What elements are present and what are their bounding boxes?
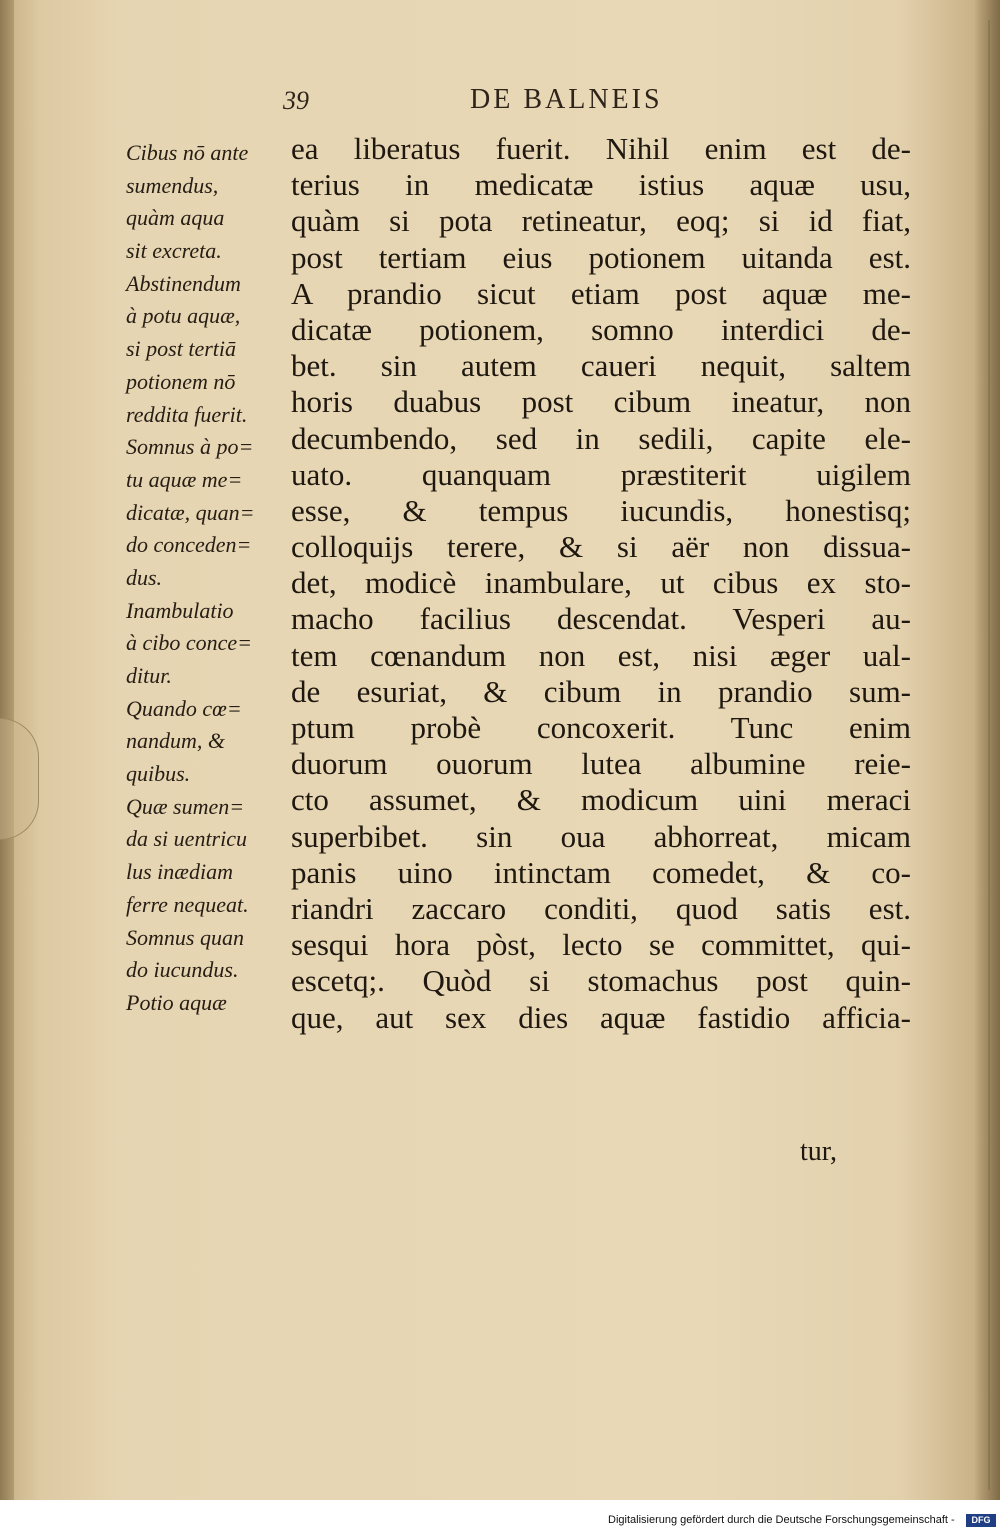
text-line: ea liberatus fuerit. Nihil enim est de-: [291, 131, 911, 166]
text-line: quàm si pota retineatur, eoq; si id fiat,: [291, 203, 911, 239]
margin-note: sumendus,: [126, 172, 219, 198]
text-line: macho facilius descendat. Vesperi au-: [291, 601, 911, 637]
margin-note: do iucundus.: [126, 957, 239, 983]
text-line: tem cœnandum non est, nisi æger ual-: [291, 637, 911, 673]
text-line: riandri zaccaro conditi, quod satis est.: [291, 890, 911, 926]
margin-note: potionem nō: [126, 368, 236, 394]
text-line: esse, & tempus iucundis, honestisq;: [291, 492, 911, 528]
catchword: tur,: [800, 1136, 837, 1167]
margin-note: nandum, &: [126, 728, 225, 754]
text-line: post tertiam eius potionem uitanda est.: [291, 239, 911, 275]
text-line: det, modicè inambulare, ut cibus ex sto-: [291, 565, 911, 601]
margin-note: quàm aqua: [126, 205, 225, 231]
margin-note: si post tertiā: [126, 336, 237, 362]
dfg-logo: DFG: [966, 1514, 996, 1527]
page-edge: [974, 0, 1000, 1500]
margin-note: Quæ sumen=: [126, 793, 245, 819]
margin-note: ferre nequeat.: [126, 891, 249, 917]
page-number: 39: [283, 86, 309, 115]
margin-note: sit excreta.: [126, 238, 222, 264]
text-line: escetq;. Quòd si stomachus post quin-: [291, 963, 911, 999]
margin-note: quibus.: [126, 761, 191, 787]
text-line: uato. quanquam præstiterit uigilem: [291, 456, 911, 492]
page-edge-line: [988, 20, 990, 1490]
text-line: panis uino intinctam comedet, & co-: [291, 854, 911, 890]
margin-note: do conceden=: [126, 532, 252, 558]
text-line: cto assumet, & modicum uini meraci: [291, 782, 911, 818]
margin-note: Somnus à po=: [126, 434, 254, 460]
margin-note: Quando cœ=: [126, 695, 242, 721]
margin-note: Inambulatio: [126, 597, 234, 623]
margin-note: dus.: [126, 564, 163, 590]
body-text: [291, 131, 911, 1036]
text-line: horis duabus post cibum ineatur, non: [291, 384, 911, 420]
footer-credit: Digitalisierung gefördert durch die Deutsche Forschungsgemeinschaft -: [608, 1514, 955, 1526]
margin-note: à potu aquæ,: [126, 303, 241, 329]
margin-note: Potio aquæ: [126, 989, 227, 1015]
margin-note: Abstinendum: [126, 270, 241, 296]
text-line: colloquijs terere, & si aër non dissua-: [291, 529, 911, 565]
running-head: DE BALNEIS: [470, 84, 663, 115]
margin-note: reddita fuerit.: [126, 401, 248, 427]
text-line: de esuriat, & cibum in prandio sum-: [291, 673, 911, 709]
text-line: terius in medicatæ istius aquæ usu,: [291, 167, 911, 203]
text-line: ptum probè concoxerit. Tunc enim: [291, 710, 911, 745]
text-line: dicatæ potionem, somno interdici de-: [291, 311, 911, 347]
text-line: bet. sin autem caueri nequit, saltem: [291, 348, 911, 384]
margin-note: da si uentricu: [126, 826, 247, 852]
text-line: superbibet. sin oua abhorreat, micam: [291, 818, 911, 854]
margin-notes: [126, 137, 294, 1020]
margin-note: à cibo conce=: [126, 630, 253, 656]
margin-note: Somnus quan: [126, 924, 244, 950]
text-line: A prandio sicut etiam post aquæ me-: [291, 275, 911, 311]
margin-note: ditur.: [126, 663, 172, 688]
margin-note: dicatæ, quan=: [126, 499, 255, 525]
text-line: que, aut sex dies aquæ fastidio afficia-: [291, 999, 911, 1035]
margin-note: tu aquæ me=: [126, 466, 243, 492]
text-line: sesqui hora pòst, lecto se committet, qui-: [291, 927, 911, 963]
text-line: duorum ouorum lutea albumine reie-: [291, 746, 911, 782]
margin-note: lus inædiam: [126, 859, 233, 885]
paper-tab: [0, 718, 39, 840]
margin-note: Cibus nō ante: [126, 140, 249, 165]
text-line: decumbendo, sed in sedili, capite ele-: [291, 420, 911, 456]
